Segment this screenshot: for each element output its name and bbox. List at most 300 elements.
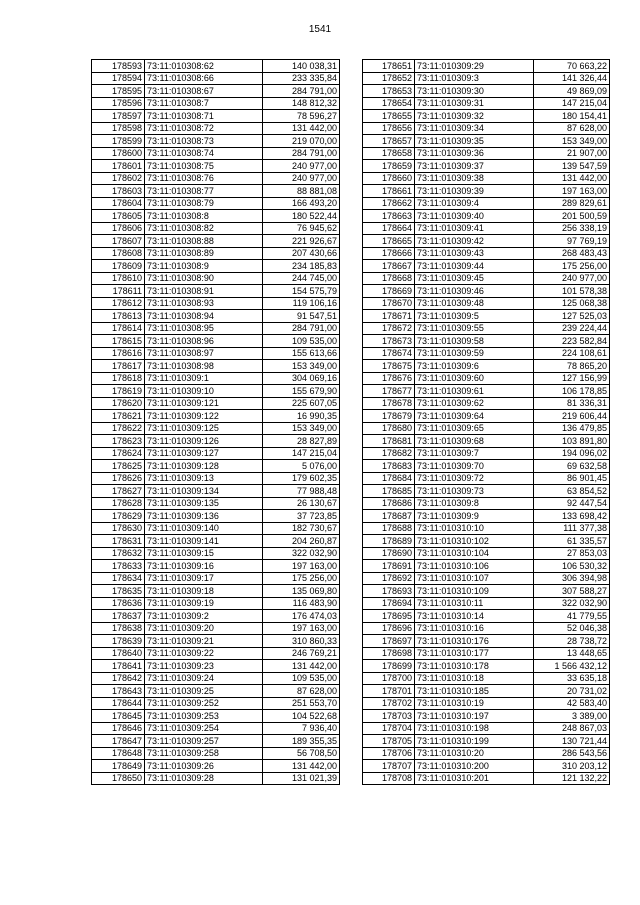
row-number: 178613 [92,310,145,323]
cadastral-value: 28 738,72 [534,635,610,648]
row-number: 178607 [92,235,145,248]
cadastral-value: 127 525,03 [534,310,610,323]
row-number: 178639 [92,635,145,648]
cadastral-number: 73:11:010308:66 [145,72,263,85]
cadastral-number: 73:11:010309:26 [145,760,263,773]
row-number: 178669 [363,285,415,298]
cadastral-number: 73:11:010309:18 [145,585,263,598]
cadastral-value: 106 178,85 [534,385,610,398]
cadastral-value: 131 442,00 [534,172,610,185]
cadastral-value: 284 791,00 [263,322,340,335]
cadastral-value: 175 256,00 [534,260,610,273]
cadastral-number: 73:11:010309:39 [415,185,534,198]
cadastral-value: 131 442,00 [263,122,340,135]
cadastral-value: 3 389,00 [534,710,610,723]
cadastral-number: 73:11:010308:90 [145,272,263,285]
row-number: 178657 [363,135,415,148]
row-number: 178597 [92,110,145,123]
cadastral-value: 42 583,40 [534,697,610,710]
cadastral-number: 73:11:010310:16 [415,622,534,635]
table-row [92,635,340,648]
table-row [363,435,610,448]
cadastral-number: 73:11:010308:77 [145,185,263,198]
row-number: 178645 [92,710,145,723]
table-row [363,585,610,598]
table-row [92,460,340,473]
row-number: 178602 [92,172,145,185]
table-row [363,422,610,435]
cadastral-value: 248 867,03 [534,722,610,735]
cadastral-value: 284 791,00 [263,147,340,160]
table-row [92,297,340,310]
table-row [363,60,610,73]
row-number: 178663 [363,210,415,223]
cadastral-number: 73:11:010310:201 [415,772,534,785]
table-row [92,672,340,685]
cadastral-number: 73:11:010310:176 [415,635,534,648]
cadastral-value: 153 349,00 [534,135,610,148]
cadastral-value: 7 936,40 [263,722,340,735]
row-number: 178706 [363,747,415,760]
cadastral-value: 116 483,90 [263,597,340,610]
table-row [92,322,340,335]
table-row [363,97,610,110]
cadastral-number: 73:11:010309:16 [145,560,263,573]
table-row [363,372,610,385]
table-row [92,647,340,660]
cadastral-value: 61 335,57 [534,535,610,548]
cadastral-number: 73:11:010309:73 [415,485,534,498]
table-row [363,697,610,710]
table-row [92,385,340,398]
row-number: 178608 [92,247,145,260]
cadastral-number: 73:11:010309:30 [415,85,534,98]
cadastral-number: 73:11:010309:20 [145,622,263,635]
cadastral-value: 37 723,85 [263,510,340,523]
cadastral-value: 289 829,61 [534,197,610,210]
cadastral-number: 73:11:010308:7 [145,97,263,110]
row-number: 178646 [92,722,145,735]
cadastral-number: 73:11:010309:25 [145,685,263,698]
cadastral-number: 73:11:010309:135 [145,497,263,510]
cadastral-value: 180 154,41 [534,110,610,123]
cadastral-value: 310 203,12 [534,760,610,773]
cadastral-number: 73:11:010309:41 [415,222,534,235]
row-number: 178687 [363,510,415,523]
row-number: 178662 [363,197,415,210]
row-number: 178634 [92,572,145,585]
cadastral-value: 225 607,05 [263,397,340,410]
cadastral-number: 73:11:010309:45 [415,272,534,285]
cadastral-number: 73:11:010309:128 [145,460,263,473]
cadastral-number: 73:11:010309:21 [145,635,263,648]
cadastral-value: 119 106,16 [263,297,340,310]
table-row [92,397,340,410]
row-number: 178682 [363,447,415,460]
cadastral-number: 73:11:010308:8 [145,210,263,223]
row-number: 178615 [92,335,145,348]
cadastral-value: 201 500,59 [534,210,610,223]
cadastral-number: 73:11:010309:46 [415,285,534,298]
row-number: 178653 [363,85,415,98]
table-row [92,772,340,785]
cadastral-value: 233 335,84 [263,72,340,85]
table-row [363,735,610,748]
row-number: 178619 [92,385,145,398]
table-row [92,372,340,385]
table-row [92,185,340,198]
cadastral-number: 73:11:010308:9 [145,260,263,273]
table-row [363,460,610,473]
cadastral-number: 73:11:010310:107 [415,572,534,585]
table-row [363,410,610,423]
cadastral-value: 239 224,44 [534,322,610,335]
cadastral-value: 219 070,00 [263,135,340,148]
cadastral-value: 286 543,56 [534,747,610,760]
table-row [363,610,610,623]
cadastral-value: 131 442,00 [263,760,340,773]
row-number: 178616 [92,347,145,360]
cadastral-number: 73:11:010310:177 [415,647,534,660]
cadastral-value: 221 926,67 [263,235,340,248]
table-row [92,110,340,123]
table-row [363,72,610,85]
cadastral-value: 130 721,44 [534,735,610,748]
row-number: 178599 [92,135,145,148]
table-row [363,347,610,360]
cadastral-number: 73:11:010310:185 [415,685,534,698]
table-row [92,472,340,485]
cadastral-number: 73:11:010310:102 [415,535,534,548]
row-number: 178696 [363,622,415,635]
row-number: 178668 [363,272,415,285]
table-row [363,660,610,673]
row-number: 178684 [363,472,415,485]
row-number: 178648 [92,747,145,760]
table-row [92,722,340,735]
row-number: 178637 [92,610,145,623]
table-row [363,522,610,535]
cadastral-number: 73:11:010308:74 [145,147,263,160]
table-row [363,722,610,735]
cadastral-number: 73:11:010309:40 [415,210,534,223]
row-number: 178689 [363,535,415,548]
table-row [92,610,340,623]
cadastral-value: 147 215,04 [534,97,610,110]
cadastral-value: 41 779,55 [534,610,610,623]
table-row [92,660,340,673]
cadastral-number: 73:11:010308:89 [145,247,263,260]
cadastral-value: 148 812,32 [263,97,340,110]
cadastral-value: 224 108,61 [534,347,610,360]
table-row [363,222,610,235]
cadastral-number: 73:11:010308:73 [145,135,263,148]
table-row [92,247,340,260]
row-number: 178675 [363,360,415,373]
cadastral-number: 73:11:010309:2 [145,610,263,623]
cadastral-number: 73:11:010309:58 [415,335,534,348]
cadastral-value: 106 530,32 [534,560,610,573]
table-row [363,397,610,410]
row-number: 178672 [363,322,415,335]
cadastral-number: 73:11:010310:14 [415,610,534,623]
cadastral-number: 73:11:010309:35 [415,135,534,148]
cadastral-number: 73:11:010309:59 [415,347,534,360]
cadastral-value: 26 130,67 [263,497,340,510]
cadastral-number: 73:11:010310:178 [415,660,534,673]
cadastral-number: 73:11:010309:1 [145,372,263,385]
row-number: 178708 [363,772,415,785]
cadastral-number: 73:11:010309:127 [145,447,263,460]
cadastral-value: 256 338,19 [534,222,610,235]
table-row [363,685,610,698]
row-number: 178693 [363,585,415,598]
cadastral-value: 21 907,00 [534,147,610,160]
cadastral-number: 73:11:010309:48 [415,297,534,310]
row-number: 178698 [363,647,415,660]
table-row [92,335,340,348]
table-row [92,60,340,73]
row-number: 178685 [363,485,415,498]
row-number: 178630 [92,522,145,535]
row-number: 178633 [92,560,145,573]
row-number: 178697 [363,635,415,648]
row-number: 178683 [363,460,415,473]
row-number: 178621 [92,410,145,423]
table-row [92,710,340,723]
cadastral-value: 27 853,03 [534,547,610,560]
cadastral-value: 207 430,66 [263,247,340,260]
cadastral-number: 73:11:010309:258 [145,747,263,760]
table-row [92,85,340,98]
cadastral-number: 73:11:010310:198 [415,722,534,735]
cadastral-number: 73:11:010309:24 [145,672,263,685]
table-row [92,147,340,160]
cadastral-number: 73:11:010310:199 [415,735,534,748]
row-number: 178612 [92,297,145,310]
cadastral-number: 73:11:010308:98 [145,360,263,373]
cadastral-number: 73:11:010309:8 [415,497,534,510]
table-row [363,285,610,298]
row-number: 178667 [363,260,415,273]
row-number: 178691 [363,560,415,573]
right-table-body [363,60,610,785]
cadastral-number: 73:11:010309:68 [415,435,534,448]
cadastral-number: 73:11:010309:42 [415,235,534,248]
cadastral-number: 73:11:010308:76 [145,172,263,185]
table-row [92,685,340,698]
table-row [363,235,610,248]
table-row [363,635,610,648]
cadastral-number: 73:11:010308:94 [145,310,263,323]
cadastral-number: 73:11:010309:61 [415,385,534,398]
row-number: 178620 [92,397,145,410]
row-number: 178650 [92,772,145,785]
table-row [92,522,340,535]
row-number: 178658 [363,147,415,160]
cadastral-value: 104 522,68 [263,710,340,723]
row-number: 178707 [363,760,415,773]
row-number: 178680 [363,422,415,435]
row-number: 178635 [92,585,145,598]
table-row [92,97,340,110]
row-number: 178681 [363,435,415,448]
table-row [92,422,340,435]
cadastral-number: 73:11:010309:43 [415,247,534,260]
cadastral-number: 73:11:010310:200 [415,760,534,773]
row-number: 178603 [92,185,145,198]
cadastral-value: 284 791,00 [263,85,340,98]
cadastral-value: 140 038,31 [263,60,340,73]
cadastral-value: 91 547,51 [263,310,340,323]
row-number: 178674 [363,347,415,360]
table-row [363,710,610,723]
cadastral-value: 103 891,80 [534,435,610,448]
cadastral-value: 86 901,45 [534,472,610,485]
table-row [92,272,340,285]
table-row [363,210,610,223]
row-number: 178641 [92,660,145,673]
cadastral-number: 73:11:010309:257 [145,735,263,748]
row-number: 178686 [363,497,415,510]
cadastral-number: 73:11:010309:121 [145,397,263,410]
row-number: 178702 [363,697,415,710]
table-row [92,510,340,523]
row-number: 178651 [363,60,415,73]
cadastral-number: 73:11:010309:134 [145,485,263,498]
cadastral-number: 73:11:010309:4 [415,197,534,210]
table-row [92,347,340,360]
cadastral-value: 234 185,83 [263,260,340,273]
table-row [363,160,610,173]
row-number: 178622 [92,422,145,435]
cadastral-value: 92 447,54 [534,497,610,510]
cadastral-value: 13 448,65 [534,647,610,660]
cadastral-value: 240 977,00 [263,160,340,173]
cadastral-number: 73:11:010309:254 [145,722,263,735]
row-number: 178632 [92,547,145,560]
row-number: 178655 [363,110,415,123]
cadastral-value: 77 988,48 [263,485,340,498]
table-row [92,572,340,585]
table-row [92,197,340,210]
row-number: 178610 [92,272,145,285]
cadastral-value: 133 698,42 [534,510,610,523]
table-row [363,247,610,260]
cadastral-number: 73:11:010309:31 [415,97,534,110]
cadastral-number: 73:11:010309:65 [415,422,534,435]
row-number: 178665 [363,235,415,248]
cadastral-value: 101 578,38 [534,285,610,298]
cadastral-value: 111 377,38 [534,522,610,535]
row-number: 178618 [92,372,145,385]
cadastral-value: 307 588,27 [534,585,610,598]
cadastral-value: 139 547,59 [534,160,610,173]
row-number: 178688 [363,522,415,535]
cadastral-number: 73:11:010309:60 [415,372,534,385]
cadastral-value: 97 769,19 [534,235,610,248]
table-row [92,135,340,148]
cadastral-value: 197 163,00 [534,185,610,198]
row-number: 178647 [92,735,145,748]
cadastral-value: 109 535,00 [263,335,340,348]
row-number: 178640 [92,647,145,660]
row-number: 178628 [92,497,145,510]
row-number: 178704 [363,722,415,735]
cadastral-number: 73:11:010310:109 [415,585,534,598]
cadastral-number: 73:11:010309:136 [145,510,263,523]
row-number: 178601 [92,160,145,173]
cadastral-value: 1 566 432,12 [534,660,610,673]
table-row [92,760,340,773]
cadastral-number: 73:11:010309:38 [415,172,534,185]
page-number: 1541 [308,24,332,35]
cadastral-value: 166 493,20 [263,197,340,210]
row-number: 178624 [92,447,145,460]
cadastral-value: 194 096,02 [534,447,610,460]
cadastral-value: 153 349,00 [263,422,340,435]
cadastral-value: 204 260,87 [263,535,340,548]
table-row [363,485,610,498]
row-number: 178617 [92,360,145,373]
table-row [92,360,340,373]
table-row [363,360,610,373]
cadastral-number: 73:11:010309:17 [145,572,263,585]
cadastral-number: 73:11:010310:19 [415,697,534,710]
row-number: 178654 [363,97,415,110]
table-row [363,472,610,485]
cadastral-number: 73:11:010309:28 [145,772,263,785]
table-row [92,747,340,760]
cadastral-number: 73:11:010309:126 [145,435,263,448]
cadastral-number: 73:11:010310:10 [415,522,534,535]
row-number: 178638 [92,622,145,635]
cadastral-number: 73:11:010309:70 [415,460,534,473]
row-number: 178671 [363,310,415,323]
cadastral-number: 73:11:010309:44 [415,260,534,273]
row-number: 178596 [92,97,145,110]
row-number: 178660 [363,172,415,185]
cadastral-value: 131 021,39 [263,772,340,785]
cadastral-value: 175 256,00 [263,572,340,585]
cadastral-number: 73:11:010309:62 [415,397,534,410]
cadastral-value: 306 394,98 [534,572,610,585]
cadastral-value: 78 865,20 [534,360,610,373]
cadastral-value: 141 326,44 [534,72,610,85]
table-row [92,697,340,710]
table-row [363,335,610,348]
cadastral-number: 73:11:010309:36 [415,147,534,160]
row-number: 178701 [363,685,415,698]
table-row [92,72,340,85]
row-number: 178664 [363,222,415,235]
table-row [92,122,340,135]
cadastral-number: 73:11:010309:140 [145,522,263,535]
cadastral-number: 73:11:010309:37 [415,160,534,173]
cadastral-value: 136 479,85 [534,422,610,435]
row-number: 178642 [92,672,145,685]
table-row [363,497,610,510]
cadastral-number: 73:11:010309:19 [145,597,263,610]
table-row [92,735,340,748]
cadastral-value: 251 553,70 [263,697,340,710]
table-row [363,322,610,335]
cadastral-number: 73:11:010308:91 [145,285,263,298]
cadastral-number: 73:11:010308:95 [145,322,263,335]
cadastral-number: 73:11:010309:22 [145,647,263,660]
cadastral-value: 180 522,44 [263,210,340,223]
cadastral-value: 88 881,08 [263,185,340,198]
